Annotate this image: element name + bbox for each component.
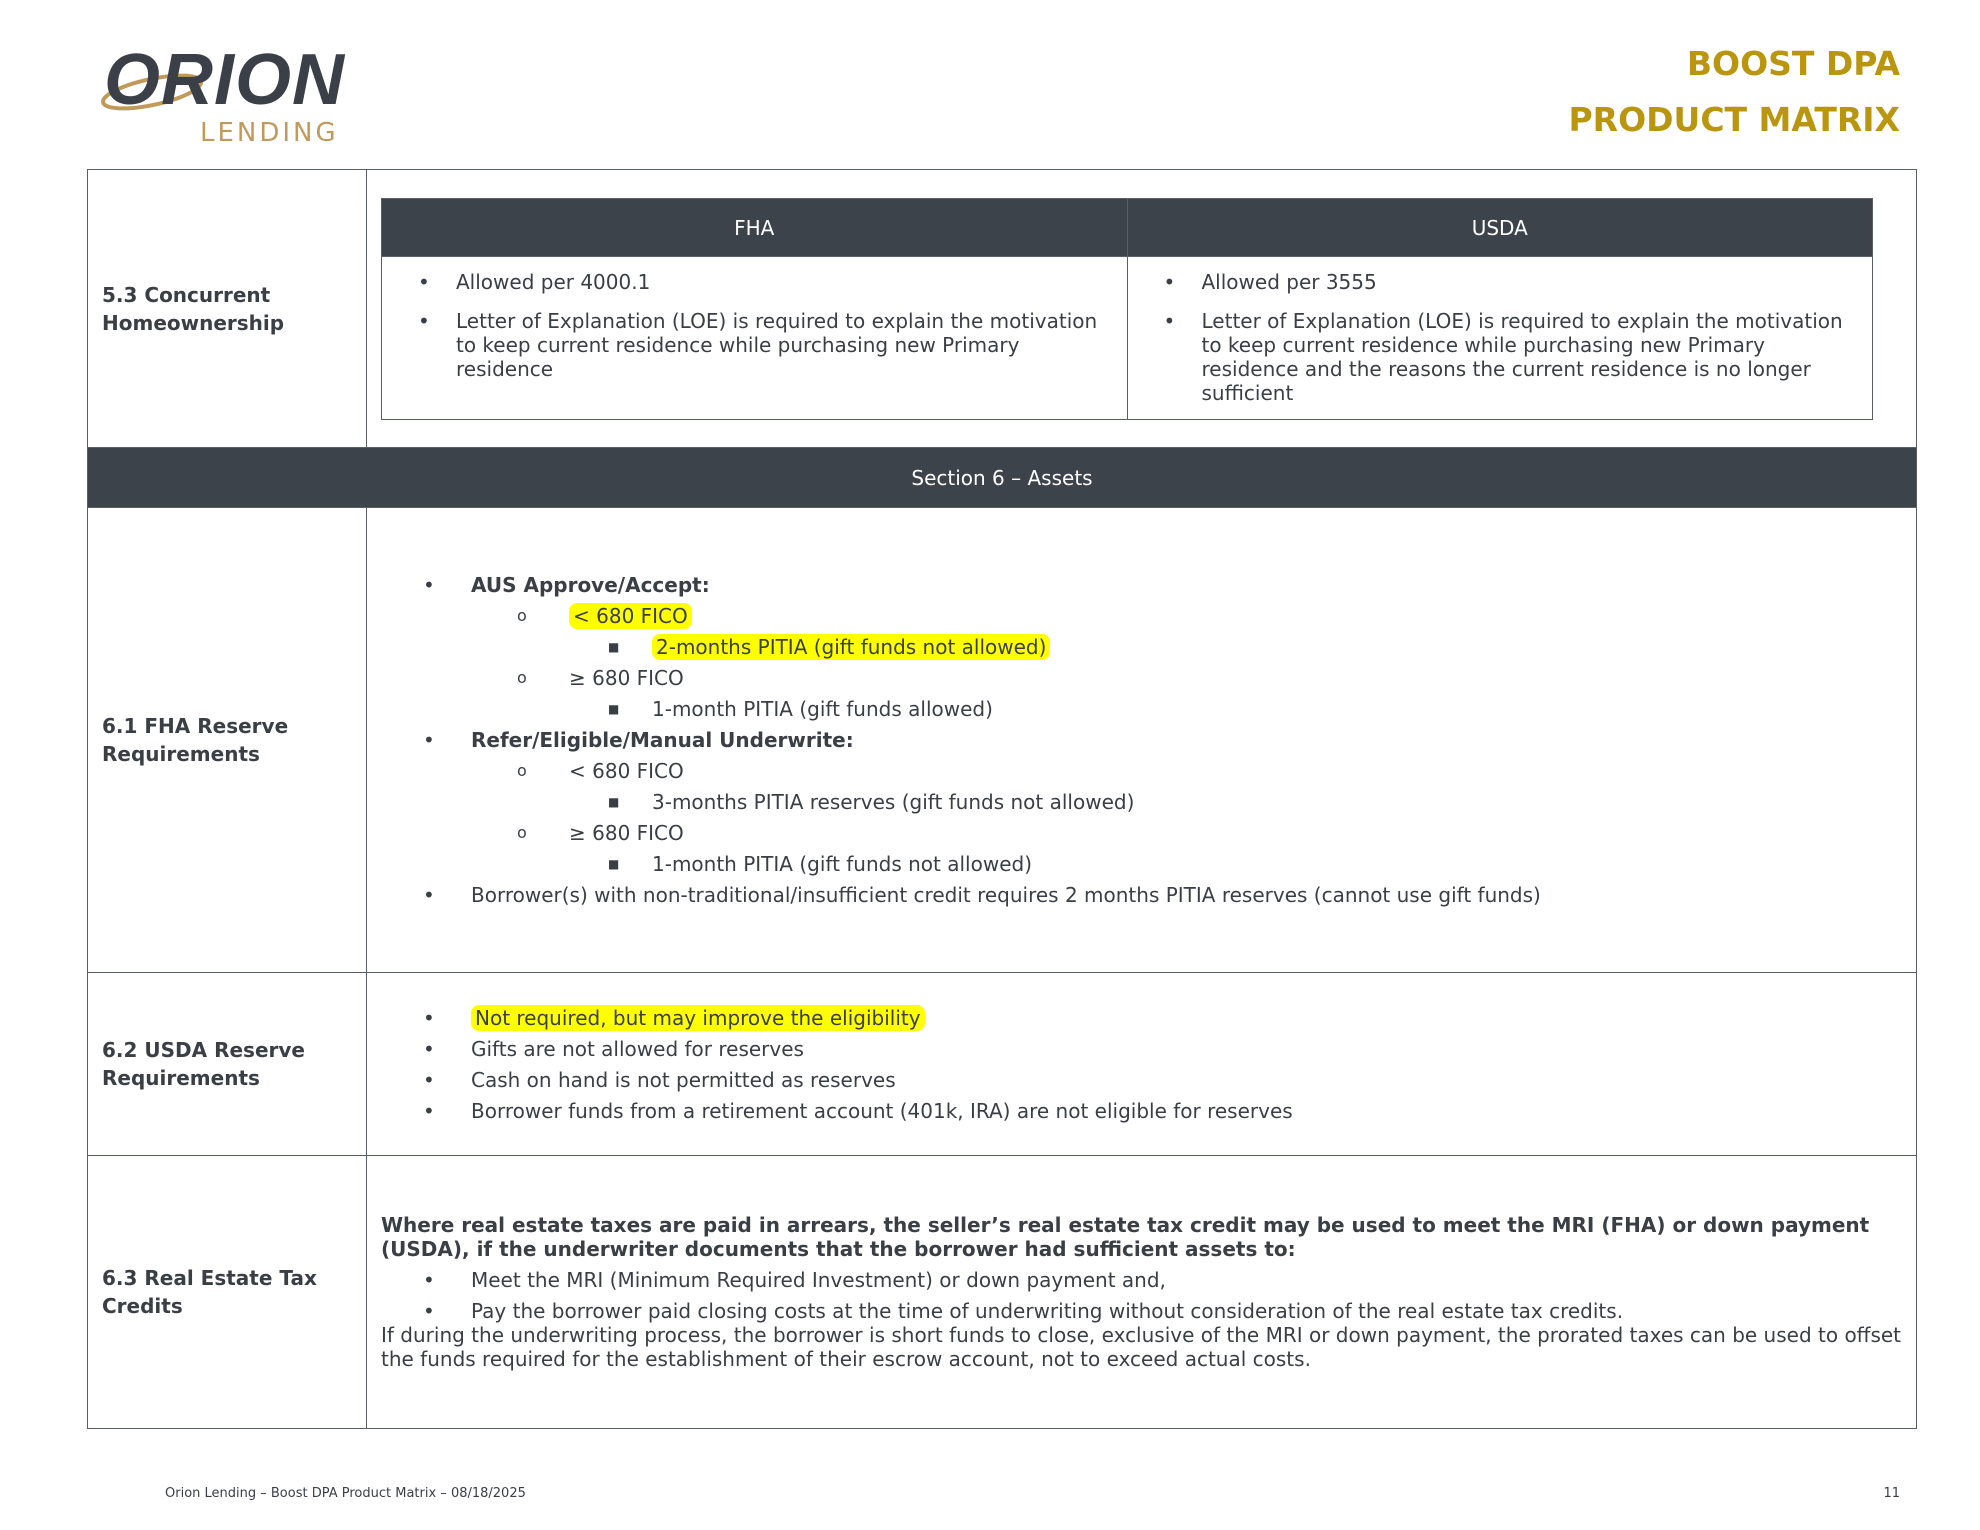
highlighted-text: < 680 FICO xyxy=(569,603,692,629)
tax-credit-intro: Where real estate taxes are paid in arrears, the seller’s real estate tax credit may be used to meet the MRI (FHA) or down payment (USDA), if the underwriter documents that the borrower had sufficient assets to: xyxy=(381,1213,1870,1261)
list-item: • Not required, but may improve the eligibility xyxy=(381,1006,1904,1030)
highlighted-text: Not required, but may improve the eligibility xyxy=(471,1005,925,1031)
row-content xyxy=(367,508,1917,973)
list-item: o ≥ 680 FICO xyxy=(517,666,684,690)
list-item: ■ 3-months PITIA reserves (gift funds not allowed) xyxy=(608,790,1135,814)
row-content xyxy=(367,170,1917,448)
product-matrix-table xyxy=(87,169,1917,1429)
list-item: • Allowed per 4000.1 xyxy=(418,270,651,294)
list-item: • Gifts are not allowed for reserves xyxy=(423,1036,804,1061)
logo-wordmark: ORION xyxy=(104,40,346,120)
list-item: • AUS Approve/Accept: xyxy=(423,573,710,597)
list-item: • Borrower funds from a retirement account (401k, IRA) are not eligible for reserves xyxy=(423,1098,1293,1123)
row-label: 6.2 USDA Reserve Requirements xyxy=(88,973,367,1156)
row-content xyxy=(367,1156,1917,1429)
usda-column-header: USDA xyxy=(1127,199,1873,257)
highlighted-text: 2-months PITIA (gift funds not allowed) xyxy=(652,634,1050,660)
list-item: ■ 1-month PITIA (gift funds not allowed) xyxy=(608,852,1033,876)
row-concurrent-homeownership xyxy=(88,170,1917,448)
list-item: • Refer/Eligible/Manual Underwrite: xyxy=(423,728,854,752)
list-item: ■ 2-months PITIA (gift funds not allowed) xyxy=(381,635,1904,659)
row-label: 6.1 FHA Reserve Requirements xyxy=(88,508,367,973)
footer-text: Orion Lending – Boost DPA Product Matrix – 08/18/2025 xyxy=(165,1486,526,1501)
row-label: 5.3 Concurrent Homeownership xyxy=(88,170,367,448)
list-item: ■ 1-month PITIA (gift funds allowed) xyxy=(608,697,993,721)
document-title-line-2: PRODUCT MATRIX xyxy=(1568,100,1900,139)
row-usda-reserve xyxy=(88,973,1917,1156)
list-item: • Pay the borrower paid closing costs at the time of underwriting without consideration of the real estate tax credits. xyxy=(423,1299,1624,1323)
page-number: 11 xyxy=(1883,1486,1900,1501)
list-item: • Letter of Explanation (LOE) is required to explain the motivation to keep current residence while purchasing new Primary residence xyxy=(418,309,1098,381)
list-item: • Meet the MRI (Minimum Required Investment) or down payment and, xyxy=(423,1268,1166,1292)
list-item: o < 680 FICO xyxy=(517,759,684,783)
row-content xyxy=(367,973,1917,1156)
row-fha-reserve xyxy=(88,508,1917,973)
logo-subtitle: LENDING xyxy=(200,118,339,148)
list-item: • Borrower(s) with non-traditional/insufficient credit requires 2 months PITIA reserves (cannot use gift funds) xyxy=(423,883,1541,907)
document-title xyxy=(1568,36,1900,148)
fha-usda-comparison-table xyxy=(381,198,1873,420)
list-item: o < 680 FICO xyxy=(381,604,1904,628)
row-label: 6.3 Real Estate Tax Credits xyxy=(88,1156,367,1429)
fha-cell xyxy=(382,257,1128,420)
list-item: • Letter of Explanation (LOE) is required to explain the motivation to keep current residence while purchasing new Primary residence and the reasons the current residence is no longer sufficient xyxy=(1163,309,1843,405)
row-tax-credits xyxy=(88,1156,1917,1429)
section-6-header-row xyxy=(88,448,1917,508)
fha-column-header: FHA xyxy=(382,199,1128,257)
usda-cell xyxy=(1127,257,1873,420)
list-item: • Allowed per 3555 xyxy=(1163,270,1377,294)
orion-lending-logo xyxy=(100,40,370,160)
section-title: Section 6 – Assets xyxy=(88,448,1917,508)
list-item: o ≥ 680 FICO xyxy=(517,821,684,845)
list-item: • Cash on hand is not permitted as reserves xyxy=(423,1067,896,1092)
document-title-line-1: BOOST DPA xyxy=(1686,44,1900,83)
tax-credit-closing-paragraph: If during the underwriting process, the borrower is short funds to close, exclusive of the MRI or down payment, the prorated taxes can be used to offset the funds required for the establishment of their escrow account, not to exceed actual costs. xyxy=(381,1323,1902,1371)
